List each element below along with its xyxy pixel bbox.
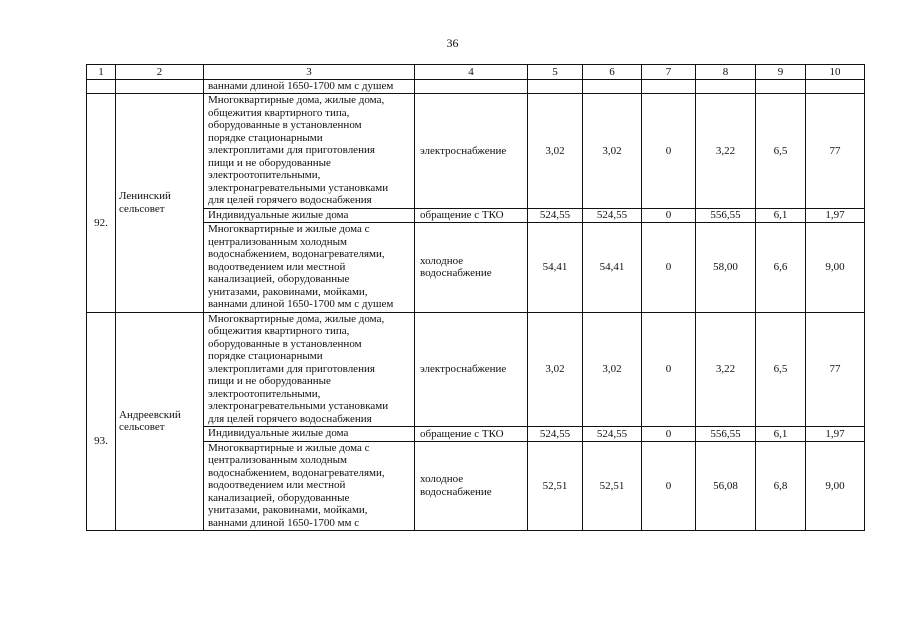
value-c10: 1,97 bbox=[806, 427, 865, 442]
value-c7: 0 bbox=[642, 441, 696, 531]
settlement-name: Андреевский сельсовет bbox=[116, 312, 204, 531]
description-line: водоснабжением, водонагревателями, bbox=[208, 248, 385, 260]
description-line: ваннами длиной 1650-1700 мм с bbox=[208, 516, 360, 529]
description-line: канализацией, оборудованные bbox=[208, 273, 350, 285]
description-line: ваннами длиной 1650-1700 мм с душем bbox=[208, 298, 394, 310]
value-c5: 3,02 bbox=[528, 94, 583, 209]
col-header: 1 bbox=[87, 65, 116, 80]
description-line: Индивидуальные жилые дома bbox=[208, 427, 349, 439]
table-row bbox=[87, 94, 865, 209]
value-c5: 52,51 bbox=[528, 441, 583, 531]
value-c9: 6,5 bbox=[756, 94, 806, 209]
service-type: электроснабжение bbox=[415, 94, 528, 209]
description-line: Многоквартирные дома, жилые дома, bbox=[208, 312, 385, 325]
service-type: обращение с ТКО bbox=[415, 208, 528, 223]
description-line: Индивидуальные жилые дома bbox=[208, 208, 349, 221]
row-description bbox=[204, 223, 415, 313]
tariff-table bbox=[86, 64, 865, 531]
description-line: Многоквартирные и жилые дома с bbox=[208, 223, 370, 235]
value-c10: 77 bbox=[806, 94, 865, 209]
table-row bbox=[87, 223, 865, 313]
table-body bbox=[87, 65, 865, 531]
value-c7: 0 bbox=[642, 312, 696, 427]
header-row bbox=[87, 65, 865, 80]
value-c6: 524,55 bbox=[583, 208, 642, 223]
row-index: 92. bbox=[87, 94, 116, 313]
value-c10: 9,00 bbox=[806, 223, 865, 313]
value-c7: 0 bbox=[642, 94, 696, 209]
value-c7: 0 bbox=[642, 208, 696, 223]
description-line: Многоквартирные дома, жилые дома, bbox=[208, 94, 385, 106]
description-line: порядке стационарными bbox=[208, 350, 323, 362]
value-c9: 6,5 bbox=[756, 312, 806, 427]
col-header: 4 bbox=[415, 65, 528, 80]
value-c9: 6,8 bbox=[756, 441, 806, 531]
col-header: 9 bbox=[756, 65, 806, 80]
row-index: 93. bbox=[87, 312, 116, 531]
value-c9: 6,1 bbox=[756, 208, 806, 223]
service-type: обращение с ТКО bbox=[415, 427, 528, 442]
col-header: 5 bbox=[528, 65, 583, 80]
table-row bbox=[87, 441, 865, 531]
value-c10: 77 bbox=[806, 312, 865, 427]
description-line: электронагревательными установками bbox=[208, 400, 389, 412]
col-header: 7 bbox=[642, 65, 696, 80]
value-c6: 3,02 bbox=[583, 94, 642, 209]
value-c5: 524,55 bbox=[528, 208, 583, 223]
value-c6: 3,02 bbox=[583, 312, 642, 427]
description-line: унитазами, раковинами, мойками, bbox=[208, 285, 368, 298]
value-c5: 524,55 bbox=[528, 427, 583, 442]
description-line: электроплитами для приготовления bbox=[208, 362, 375, 375]
col-header: 8 bbox=[696, 65, 756, 80]
value-c8: 3,22 bbox=[696, 312, 756, 427]
value-c7: 0 bbox=[642, 223, 696, 313]
description-line: оборудованные в установленном bbox=[208, 337, 362, 350]
row-description bbox=[204, 208, 415, 223]
description-line: водоснабжением, водонагревателями, bbox=[208, 466, 385, 479]
value-c5: 3,02 bbox=[528, 312, 583, 427]
description-line: унитазами, раковинами, мойками, bbox=[208, 504, 368, 516]
description-line: пищи и не оборудованные bbox=[208, 156, 331, 169]
service-type: холодное водоснабжение bbox=[415, 223, 528, 313]
service-type: холодное водоснабжение bbox=[415, 441, 528, 531]
value-c8: 58,00 bbox=[696, 223, 756, 313]
row-description bbox=[204, 312, 415, 427]
description-line: Многоквартирные и жилые дома с bbox=[208, 441, 370, 454]
value-c7: 0 bbox=[642, 427, 696, 442]
description-line: общежития квартирного типа, bbox=[208, 325, 350, 337]
col-header: 10 bbox=[806, 65, 865, 80]
col-header: 6 bbox=[583, 65, 642, 80]
value-c8: 56,08 bbox=[696, 441, 756, 531]
row-description: ваннами длиной 1650-1700 мм с душем bbox=[204, 80, 415, 94]
value-c5: 54,41 bbox=[528, 223, 583, 313]
description-line: для целей горячего водоснабжения bbox=[208, 194, 372, 206]
description-line: общежития квартирного типа, bbox=[208, 106, 350, 119]
value-c8: 556,55 bbox=[696, 427, 756, 442]
value-c6: 52,51 bbox=[583, 441, 642, 531]
row-description bbox=[204, 94, 415, 209]
description-line: централизованным холодным bbox=[208, 454, 347, 466]
settlement-name: Ленинский сельсовет bbox=[116, 94, 204, 313]
description-line: централизованным холодным bbox=[208, 235, 347, 248]
col-header: 2 bbox=[116, 65, 204, 80]
col-header: 3 bbox=[204, 65, 415, 80]
service-type: электроснабжение bbox=[415, 312, 528, 427]
description-line: водоотведением или местной bbox=[208, 479, 346, 491]
description-line: пищи и не оборудованные bbox=[208, 375, 331, 387]
value-c6: 524,55 bbox=[583, 427, 642, 442]
page-number: 36 bbox=[446, 36, 459, 50]
value-c9: 6,6 bbox=[756, 223, 806, 313]
table-row bbox=[87, 208, 865, 223]
description-line: электроотопительными, bbox=[208, 169, 321, 181]
description-line: оборудованные в установленном bbox=[208, 119, 362, 131]
value-c9: 6,1 bbox=[756, 427, 806, 442]
value-c8: 556,55 bbox=[696, 208, 756, 223]
description-line: порядке стационарными bbox=[208, 131, 323, 144]
row-description bbox=[204, 427, 415, 442]
continuation-row bbox=[87, 80, 865, 94]
description-line: водоотведением или местной bbox=[208, 260, 346, 273]
value-c6: 54,41 bbox=[583, 223, 642, 313]
value-c8: 3,22 bbox=[696, 94, 756, 209]
description-line: канализацией, оборудованные bbox=[208, 491, 350, 504]
description-line: для целей горячего водоснабжения bbox=[208, 412, 372, 425]
row-description bbox=[204, 441, 415, 531]
value-c10: 9,00 bbox=[806, 441, 865, 531]
value-c10: 1,97 bbox=[806, 208, 865, 223]
description-line: электронагревательными установками bbox=[208, 181, 389, 194]
table-row bbox=[87, 427, 865, 442]
table-row bbox=[87, 312, 865, 427]
description-line: электроплитами для приготовления bbox=[208, 144, 375, 156]
description-line: электроотопительными, bbox=[208, 387, 321, 400]
